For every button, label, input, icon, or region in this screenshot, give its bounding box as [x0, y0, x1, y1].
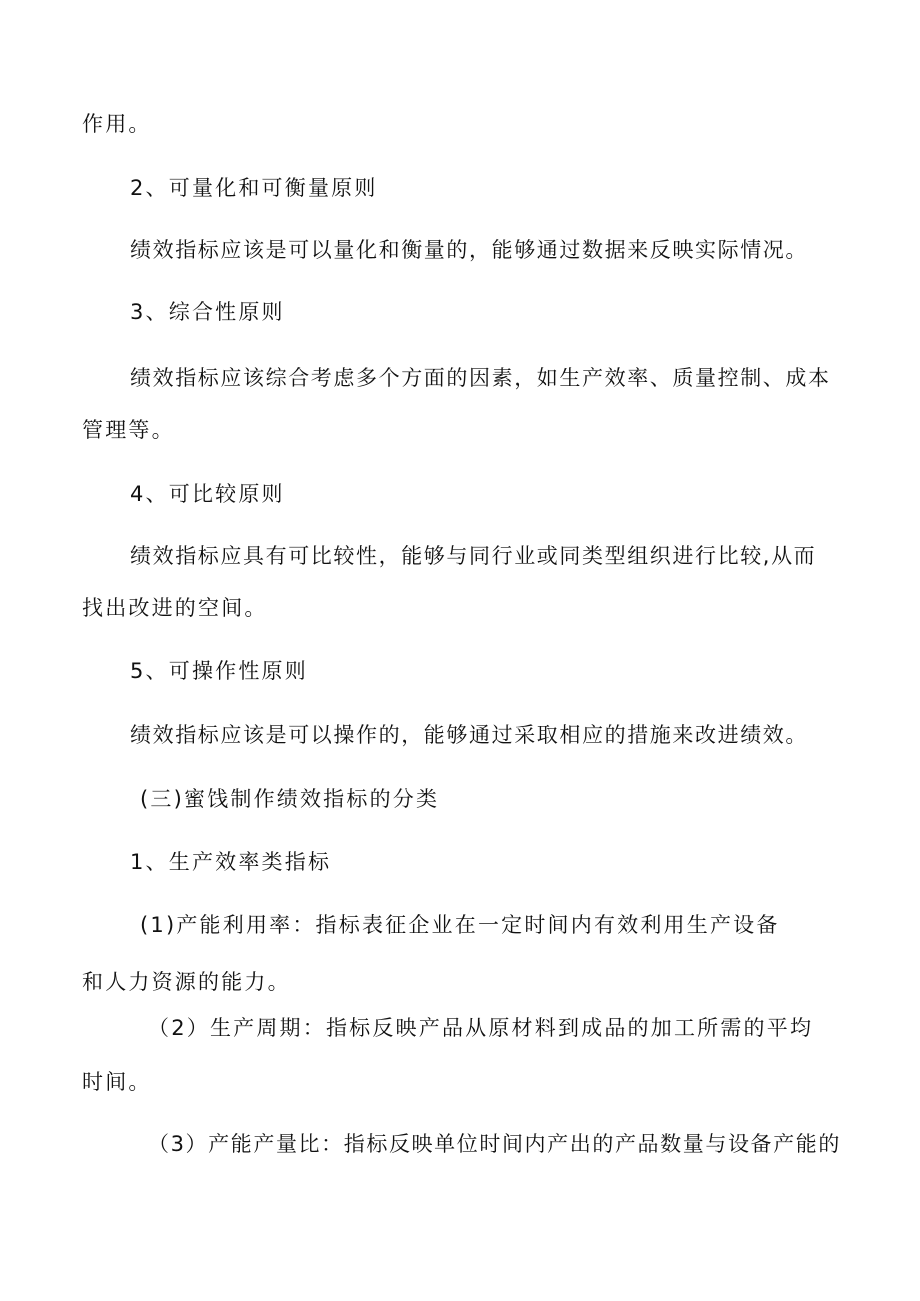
paragraph-line: 绩效指标应具有可比较性，能够与同行业或同类型组织进行比较,从而 — [130, 544, 817, 568]
paragraph-line: 和人力资源的能力。 — [82, 970, 291, 994]
paragraph-line: 时间。 — [82, 1070, 152, 1094]
section-heading: 2、可量化和可衡量原则 — [130, 176, 378, 200]
paragraph-line: 绩效指标应该综合考虑多个方面的因素，如生产效率、质量控制、成本 — [130, 366, 831, 390]
paragraph-line: 找出改进的空间。 — [82, 596, 268, 620]
section-heading: 3、综合性原则 — [130, 300, 285, 324]
section-heading: 5、可操作性原则 — [130, 659, 308, 683]
paragraph-line: 管理等。 — [82, 418, 175, 442]
list-item: (1)产能利用率：指标表征企业在一定时间内有效利用生产设备 — [140, 913, 780, 937]
list-item: （2）生产周期：指标反映产品从原材料到成品的加工所需的平均 — [148, 1016, 814, 1040]
paragraph-line: 绩效指标应该是可以量化和衡量的，能够通过数据来反映实际情况。 — [130, 238, 808, 262]
section-heading: 4、可比较原则 — [130, 482, 285, 506]
text-continuation: 作用。 — [82, 112, 152, 136]
subsection-heading: (三)蜜饯制作绩效指标的分类 — [140, 787, 440, 811]
paragraph-line: 绩效指标应该是可以操作的，能够通过采取相应的措施来改进绩效。 — [130, 723, 808, 747]
section-heading: 1、生产效率类指标 — [130, 850, 332, 874]
list-item: （3）产能产量比：指标反映单位时间内产出的产品数量与设备产能的 — [148, 1132, 841, 1156]
